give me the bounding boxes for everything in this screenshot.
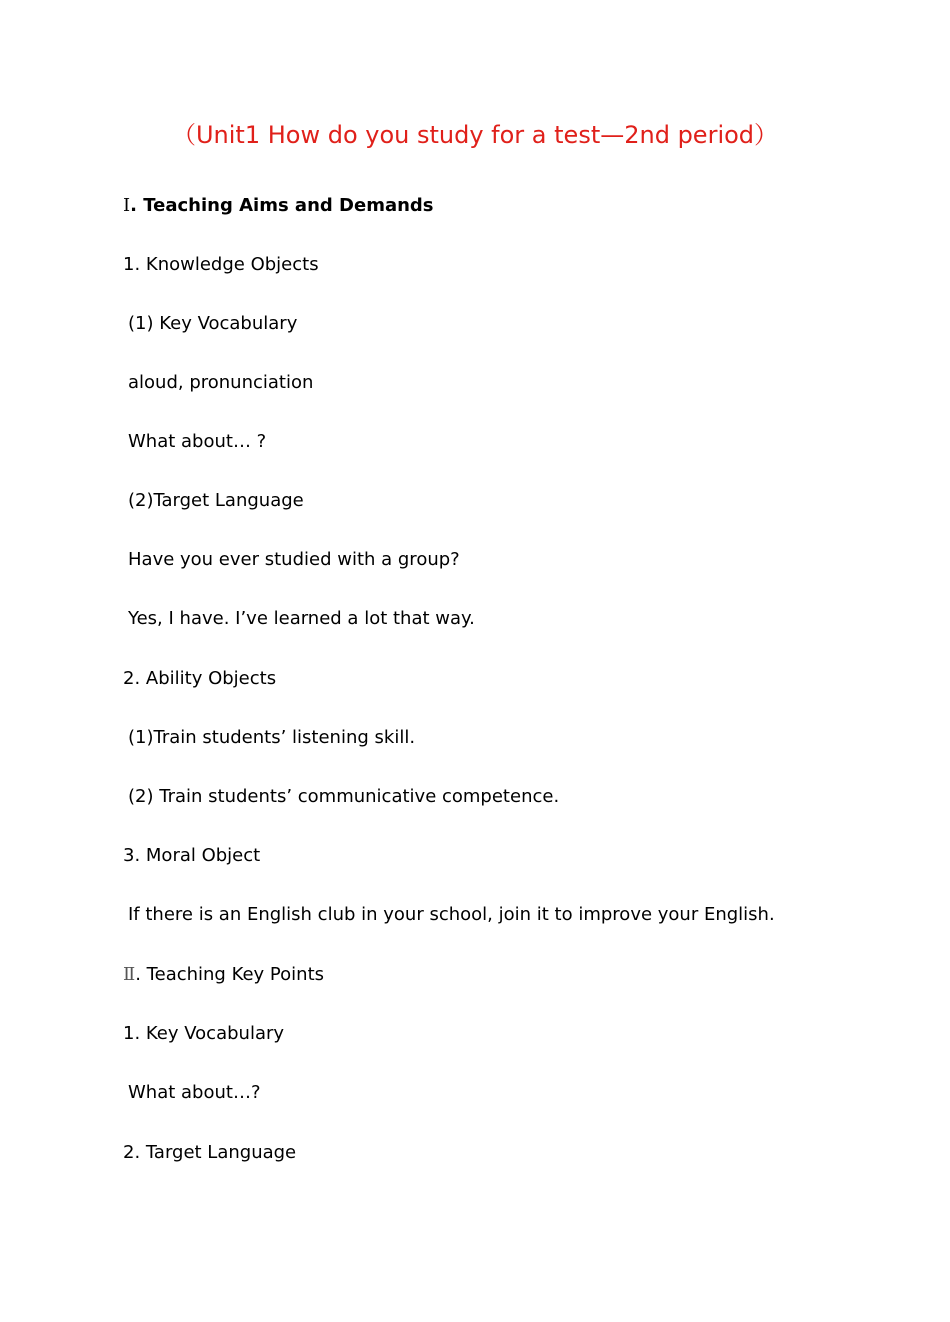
keypoint-vocabulary-phrase: What about…? xyxy=(128,1082,261,1103)
moral-object-text: If there is an English club in your school, join it to improve your English. xyxy=(128,904,775,925)
document-title: （Unit1 How do you study for a test—2nd period） xyxy=(171,121,779,149)
keypoint-key-vocabulary: 1. Key Vocabulary xyxy=(123,1023,285,1044)
subheading-knowledge-objects: 1. Knowledge Objects xyxy=(123,254,319,275)
target-sentence-answer: Yes, I have. I’ve learned a lot that way. xyxy=(128,608,475,629)
keypoint-target-language: 2. Target Language xyxy=(123,1142,297,1163)
subheading-ability-objects: 2. Ability Objects xyxy=(123,668,277,689)
item-target-language: (2)Target Language xyxy=(128,490,304,511)
item-key-vocabulary: (1) Key Vocabulary xyxy=(128,313,298,334)
section-heading-key-points xyxy=(123,962,324,988)
target-sentence-question: Have you ever studied with a group? xyxy=(128,549,460,570)
ability-item-listening: (1)Train students’ listening skill. xyxy=(128,727,416,748)
vocabulary-words: aloud, pronunciation xyxy=(128,372,314,393)
section-heading-text: . Teaching Key Points xyxy=(135,964,325,985)
roman-numeral: Ⅱ xyxy=(123,964,136,985)
section-heading-text: . Teaching Aims and Demands xyxy=(130,195,434,216)
subheading-moral-object: 3. Moral Object xyxy=(123,845,261,866)
section-heading-teaching-aims xyxy=(123,193,434,219)
roman-numeral: Ⅰ xyxy=(123,195,131,216)
ability-item-communicative: (2) Train students’ communicative competence. xyxy=(128,786,560,807)
vocabulary-phrase: What about… ? xyxy=(128,431,267,452)
